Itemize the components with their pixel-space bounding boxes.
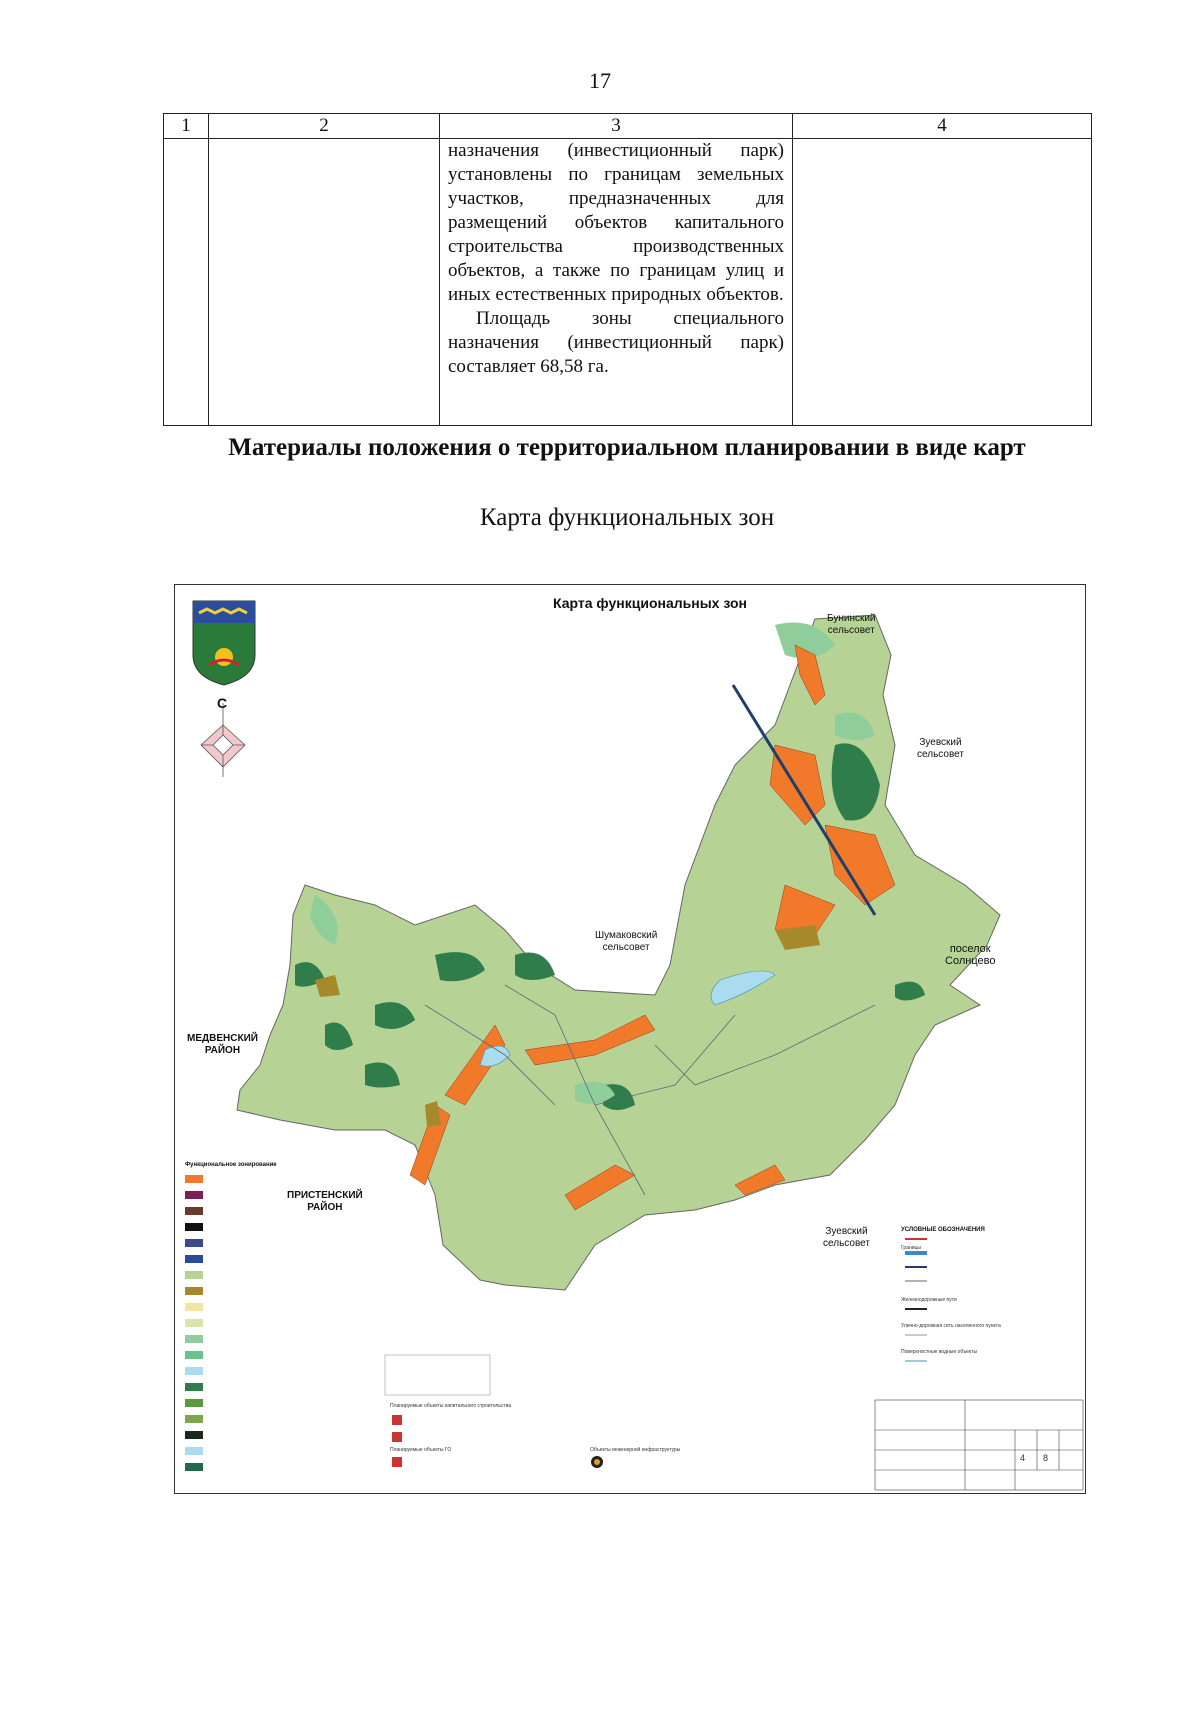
table-row: [164, 139, 1092, 426]
table-header-cell: 1: [164, 114, 209, 139]
legend-infra: Объекты инженерной инфраструктуры: [590, 1447, 681, 1453]
label-zuevo-south: Зуевский сельсовет: [823, 1226, 870, 1249]
legend-rail: Железнодорожные пути: [901, 1297, 957, 1303]
inset-legend-box: [385, 1355, 490, 1395]
table-cell: [164, 139, 209, 426]
section-subheading: Карта функциональных зон: [479, 504, 775, 531]
legend-conventional-title: УСЛОВНЫЕ ОБОЗНАЧЕНИЯ: [901, 1227, 985, 1233]
label-shumakovo: Шумаковский сельсовет: [595, 930, 658, 953]
map-title: Карта функциональных зон: [553, 595, 747, 611]
label-medvenka: МЕДВЕНСКИЙ РАЙОН: [187, 1033, 258, 1056]
functional-zones-map: [174, 584, 1086, 1494]
cell-paragraph: Площадь зоны специального назначения (инвестиционный парк) составляет 68,58 га.: [448, 308, 784, 377]
title-block-stamp: [875, 1400, 1083, 1490]
table-header-cell: 4: [793, 114, 1092, 139]
page-number: 17: [589, 68, 611, 93]
coat-of-arms-icon: [193, 601, 255, 685]
label-solntsevo: поселок Солнцево: [945, 943, 996, 967]
table-cell-text: [440, 139, 793, 426]
label-bunino: Бунинский сельсовет: [827, 613, 876, 636]
legend-borders: Границы: [901, 1245, 921, 1251]
document-table: [163, 113, 1092, 426]
stamp-sheet: 4: [1020, 1453, 1026, 1463]
legend-functional-title: Функциональное зонирование: [185, 1162, 277, 1168]
legend-water: Поверхностные водные объекты: [901, 1349, 978, 1355]
legend-planned-go: Планируемые объекты ГО: [390, 1447, 452, 1453]
cell-paragraph: назначения (инвестиционный парк) установлены по границам земельных участков, предназначенных для размещений объектов капитального строительства производственных объектов, а также по границам улиц и иных естественных природных объектов.: [448, 140, 784, 305]
label-pristen: ПРИСТЕНСКИЙ РАЙОН: [287, 1190, 363, 1213]
section-heading: Материалы положения о территориальном планировании в виде карт: [228, 434, 1026, 461]
table-header-cell: 3: [440, 114, 793, 139]
table-header-row: [164, 114, 1092, 139]
label-zuevo-north: Зуевский сельсовет: [917, 737, 964, 760]
north-letter: С: [217, 695, 228, 711]
compass-icon: [201, 703, 245, 777]
legend-planned: Планируемые объекты капитального строительства: [390, 1403, 512, 1409]
table-cell: [209, 139, 440, 426]
table-cell: [793, 139, 1092, 426]
map-graphic: [175, 585, 1085, 1493]
table-header-cell: 2: [209, 114, 440, 139]
planned-objects: [392, 1415, 603, 1468]
legend-swatches: [185, 1175, 203, 1471]
stamp-sheets-total: 8: [1043, 1453, 1049, 1463]
legend-roads: Улично-дорожная сеть населенного пункта: [901, 1323, 1001, 1329]
